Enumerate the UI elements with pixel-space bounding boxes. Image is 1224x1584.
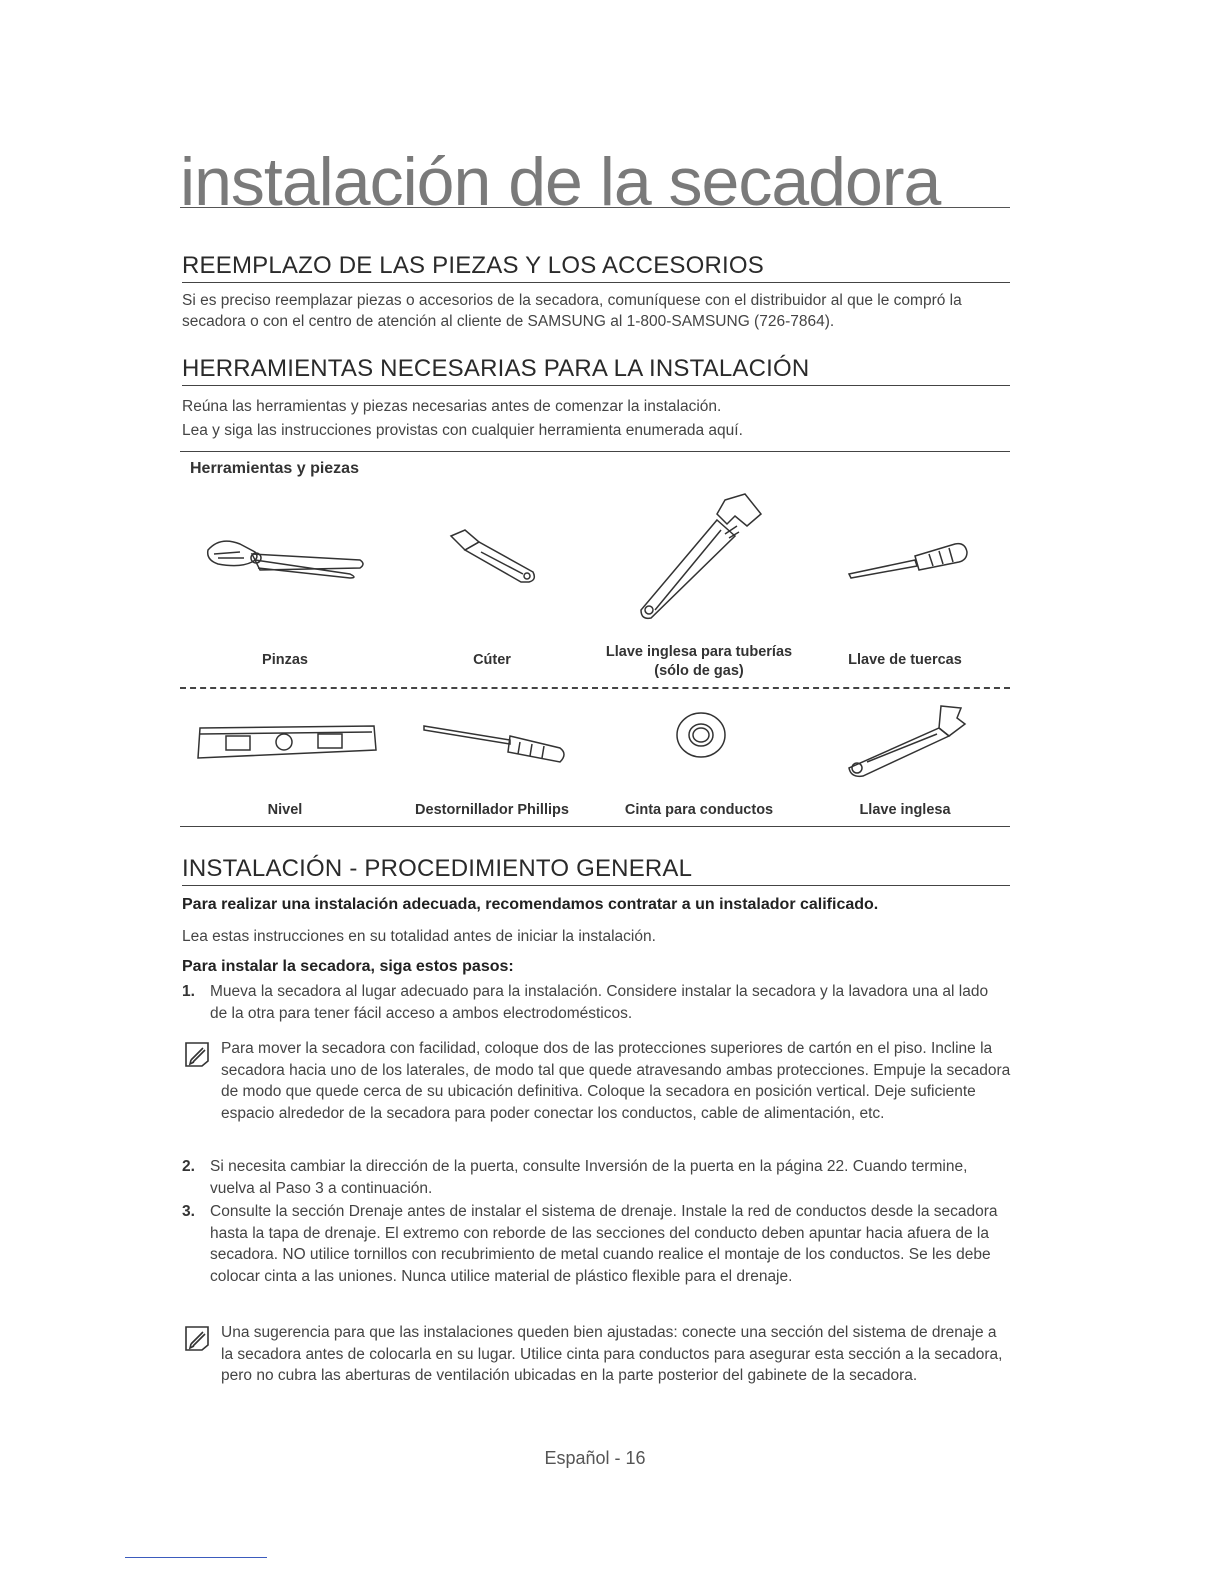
note-icon [183,1040,211,1068]
adjustable-wrench-icon [845,700,970,780]
step-1-number: 1. [182,983,195,1000]
phillips-screwdriver-icon [420,718,570,766]
utility-knife-icon [445,528,540,586]
step-2-number: 2. [182,1158,195,1175]
pliers-icon [200,530,370,580]
nut-driver-icon [845,540,970,580]
tools-table-heading: Herramientas y piezas [190,460,359,477]
level-icon [190,722,380,764]
page-title: instalación de la secadora [180,144,941,220]
tool-label-pliers: Pinzas [262,652,308,668]
procedure-heading: INSTALACIÓN - PROCEDIMIENTO GENERAL [182,855,1010,886]
corner-divider [125,1557,267,1558]
step-3-text: Consulte la sección Drenaje antes de instalar el sistema de drenaje. Instale la red de conductos desde la secadora hasta la tapa de drenaje. El extremo con reborde de las secciones del conducto deben apuntar hacia afuera de la secadora. NO utilice tornillos con recubrimiento de metal cuando realice el montaje de los conductos. Se les debe colocar cinta a las uniones. Nunca utilice material de plástico flexible para el drenaje. [210,1203,998,1285]
step-3-number: 3. [182,1203,195,1220]
pipe-wrench-icon [635,490,775,625]
procedure-read-first: Lea estas instrucciones en su totalidad antes de iniciar la instalación. [182,928,656,945]
procedure-steps-heading: Para instalar la secadora, siga estos pasos: [182,958,514,975]
tools-table-top-rule [180,451,1010,452]
replacement-body: Si es preciso reemplazar piezas o accesorios de la secadora, comuníquese con el distribuidor al que le compró la secadora o con el centro de atención al cliente de SAMSUNG al 1-800-SAMSUNG (726-7864). [182,292,962,330]
replacement-heading: REEMPLAZO DE LAS PIEZAS Y LOS ACCESORIOS [182,252,1010,283]
note-icon [183,1324,211,1352]
tools-intro-line1: Reúna las herramientas y piezas necesarias antes de comenzar la instalación. [182,398,722,415]
tool-label-duct-tape: Cinta para conductos [624,802,774,818]
tools-table-bottom-rule [180,826,1010,827]
tool-label-phillips: Destornillador Phillips [415,802,569,818]
procedure-recommendation: Para realizar una instalación adecuada, recomendamos contratar a un instalador calificado. [182,896,879,913]
step-1-text: Mueva la secadora al lugar adecuado para la instalación. Considere instalar la secadora y la lavadora una al lado de la otra para tener fácil acceso a ambos electrodomésticos. [210,983,989,1022]
note-2-text: Una sugerencia para que las instalaciones queden bien ajustadas: conecte una sección del sistema de drenaje a la secadora antes de colocarla en su lugar. Utilice cinta para conductos para asegurar esta sección a la secadora, pero no cubra las aberturas de ventilación ubicadas en la parte posterior del gabinete de la secadora. [221,1324,1003,1384]
tool-label-cutter: Cúter [473,652,511,668]
duct-tape-icon [673,711,729,763]
tool-label-level: Nivel [267,802,303,818]
tools-intro-line2: Lea y siga las instrucciones provistas con cualquier herramienta enumerada aquí. [182,422,743,439]
title-rule [180,207,1010,208]
tools-row-divider [180,687,1010,689]
tool-label-adjustable-wrench: Llave inglesa [859,802,951,818]
tools-heading: HERRAMIENTAS NECESARIAS PARA LA INSTALACIÓN [182,355,1010,386]
tool-label-nut-driver: Llave de tuercas [848,652,962,668]
tool-label-pipe-wrench: Llave inglesa para tuberías (sólo de gas) [605,644,793,679]
page-footer: Español - 16 [544,1448,646,1468]
step-2-text: Si necesita cambiar la dirección de la puerta, consulte Inversión de la puerta en la página 22. Cuando termine, vuelva al Paso 3 a continuación. [210,1158,968,1197]
note-1-text: Para mover la secadora con facilidad, coloque dos de las protecciones superiores de cartón en el piso. Incline la secadora hacia uno de los laterales, de modo tal que quede atravesando ambas protecciones. Empuje la secadora de modo que quede cerca de su ubicación definitiva. Coloque la secadora en posición vertical. Deje suficiente espacio alrededor de la secadora para poder conectar los conductos, cable de alimentación, etc. [221,1040,1011,1122]
